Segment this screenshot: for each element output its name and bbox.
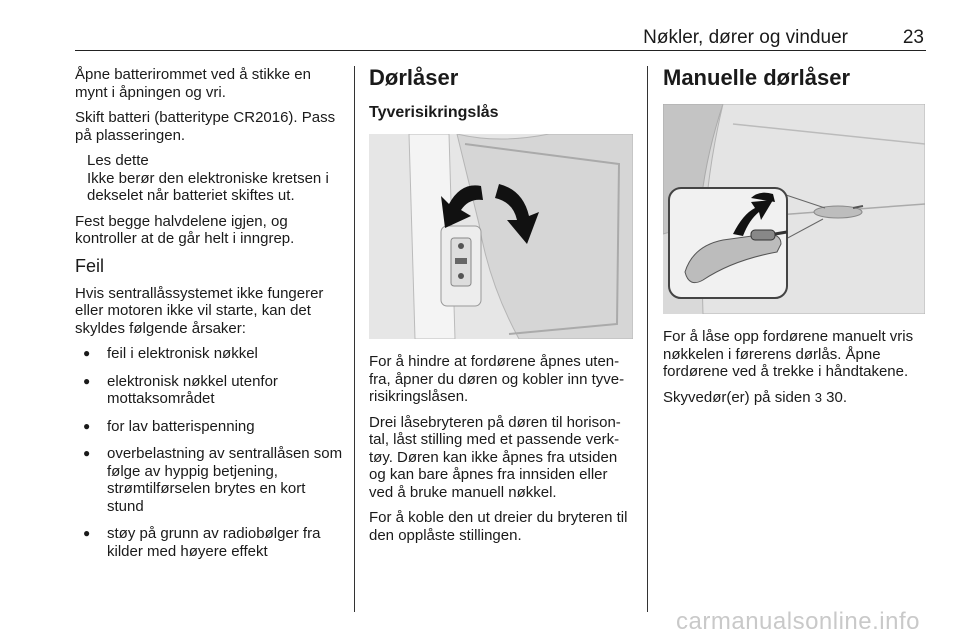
paragraph: Åpne batterirommet ved å stikke en mynt i åpningen og vri. — [75, 66, 311, 101]
note-text: Ikke berør den elektroniske kretsen i dekselet når batteriet skiftes ut. — [87, 169, 329, 204]
cause-list — [75, 345, 345, 560]
paragraph: For å hindre at fordørene åpnes uten-fra, åpner du døren og kobler inn tyve-risikringslåsen. — [369, 353, 625, 405]
column-1 — [75, 66, 345, 570]
list-item: ● støy på grunn av radiobølger fra kilder med høyere effekt — [75, 525, 345, 560]
note-box — [87, 152, 345, 205]
child-lock-drawing — [369, 134, 633, 339]
list-item: ● for lav batterispenning — [75, 418, 345, 436]
page-reference-arrow-icon: 3 — [814, 389, 822, 405]
paragraph: Hvis sentrallåssystemet ikke fungerer eller motoren ikke vil starte, kan det skyldes følgende årsaker: — [75, 284, 324, 337]
list-item: ● elektronisk nøkkel utenfor mottaksområdet — [75, 373, 345, 408]
column-3 — [663, 66, 931, 414]
paragraph — [663, 389, 931, 407]
column-2 — [369, 66, 633, 552]
note-title: Les dette — [87, 152, 149, 169]
paragraph: Skift batteri (batteritype CR2016). Pass på plasseringen. — [75, 109, 336, 144]
paragraph: Drei låsebryteren på døren til horison-tal, låst stilling med et passende verk-tøy. Døren kan ikke åpnes fra utsiden og kan bare åpnes fra innsiden eller ved å bruke manuell nøkkel. — [369, 413, 621, 501]
reference-text: Skyvedør(er) på siden — [663, 388, 811, 406]
door-handle-drawing — [663, 104, 925, 314]
list-item: ● overbelastning av sentrallåsen som følge av hyppig betjening, strømtilførselen brytes en kort stund — [75, 445, 345, 515]
section-heading: Feil — [75, 255, 105, 276]
paragraph: For å koble den ut dreier du bryteren til den opplåste stillingen. — [369, 509, 628, 544]
subsection-heading: Tyverisikringslås — [369, 104, 499, 121]
section-heading: Dørlåser — [369, 65, 459, 90]
watermark: carmanualsonline.info — [676, 608, 920, 635]
list-item: ● feil i elektronisk nøkkel — [75, 345, 345, 363]
column-rule-1 — [354, 66, 355, 612]
header-rule — [75, 50, 926, 51]
page-header-title: Nøkler, dører og vinduer — [643, 27, 848, 48]
child-lock-illustration — [369, 134, 633, 339]
page-reference: 30. — [826, 388, 847, 406]
page-number: 23 — [902, 27, 924, 48]
paragraph: Fest begge halvdelene igjen, og kontroller at de går helt i inngrep. — [75, 212, 295, 247]
column-rule-2 — [647, 66, 648, 612]
section-heading: Manuelle dørlåser — [663, 65, 851, 90]
door-key-illustration — [663, 104, 925, 314]
paragraph: For å låse opp fordørene manuelt vris nøkkelen i førerens dørlås. Åpne fordørene ved å trekke i håndtakene. — [663, 328, 914, 380]
